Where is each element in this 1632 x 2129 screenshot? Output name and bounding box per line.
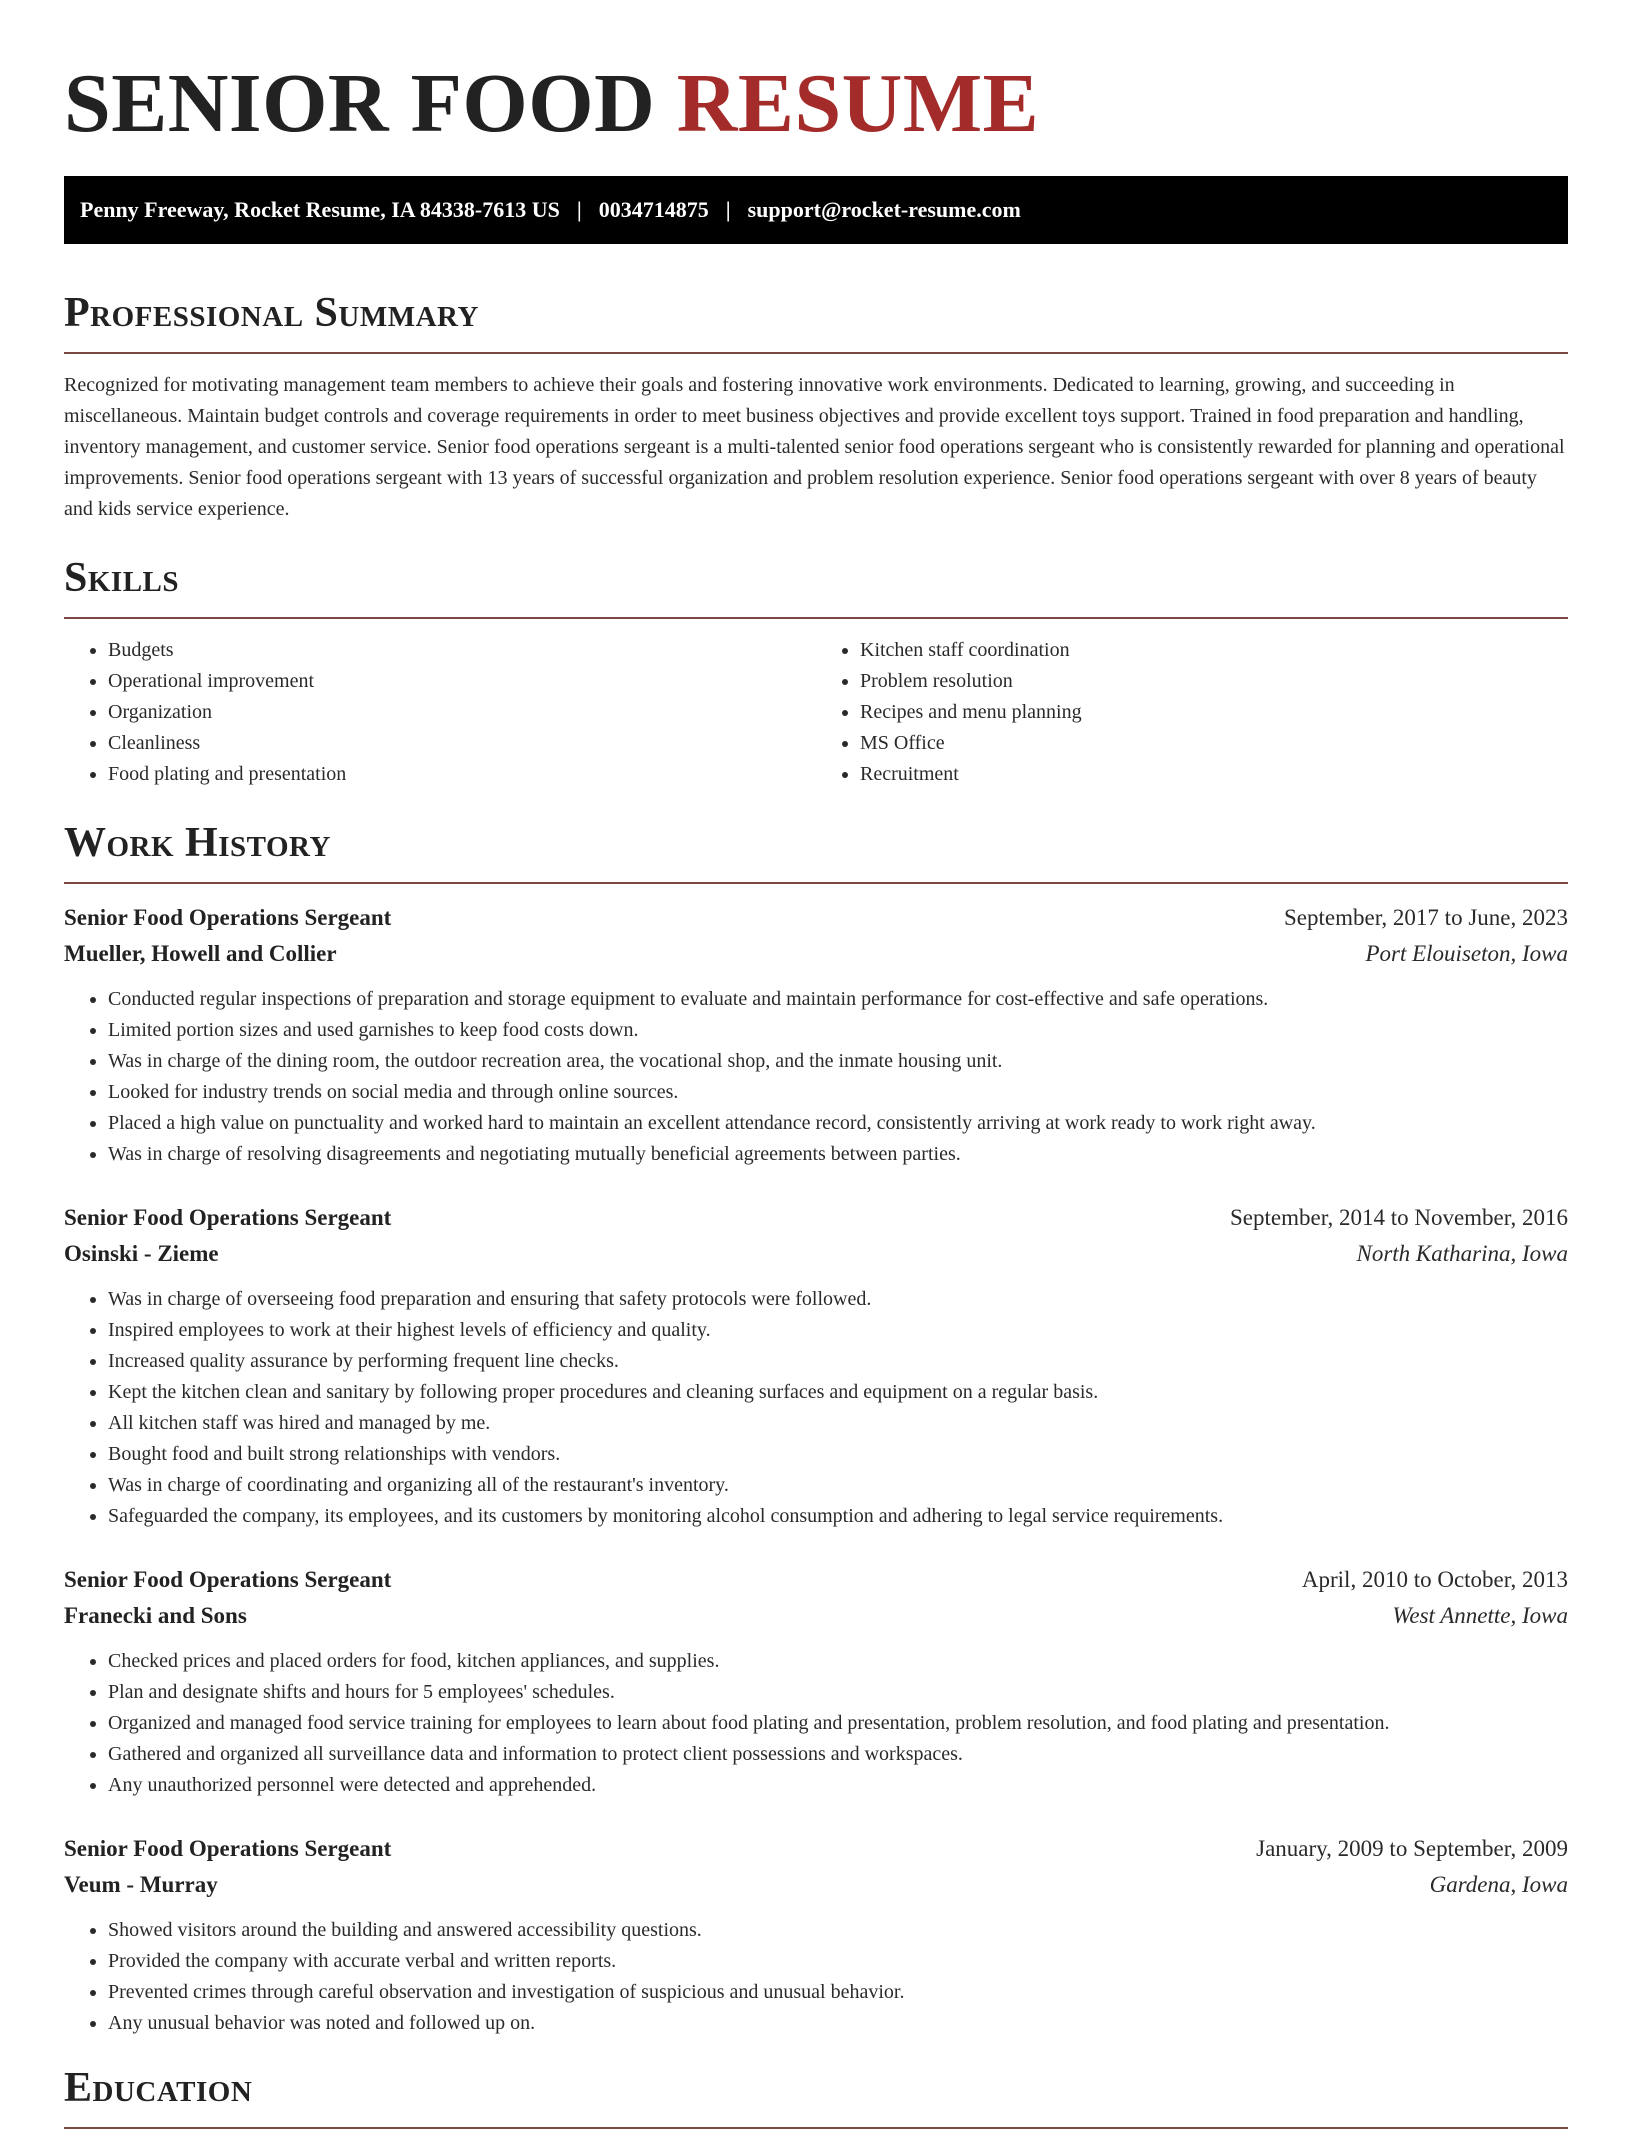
job-company-row xyxy=(64,936,1568,972)
job-company-row xyxy=(64,1598,1568,1634)
job-bullet: • Provided the company with accurate verbal and written reports. xyxy=(108,1946,1568,1977)
job-title: Senior Food Operations Sergeant xyxy=(64,1567,392,1592)
job-entry xyxy=(64,1831,1568,2039)
skill-item: • Cleanliness xyxy=(108,728,816,759)
skill-item: • MS Office xyxy=(860,728,1568,759)
contact-email: support@rocket-resume.com xyxy=(747,197,1021,222)
job-company: Franecki and Sons xyxy=(64,1603,247,1628)
job-title: Senior Food Operations Sergeant xyxy=(64,1836,392,1861)
job-bullet: • Bought food and built strong relationships with vendors. xyxy=(108,1439,1568,1470)
job-company-row xyxy=(64,1236,1568,1272)
job-entry xyxy=(64,1200,1568,1532)
job-bullet: • Any unusual behavior was noted and followed up on. xyxy=(108,2008,1568,2039)
professional-summary-section xyxy=(64,288,1568,525)
job-bullet: • Increased quality assurance by performing frequent line checks. xyxy=(108,1346,1568,1377)
skills-section xyxy=(64,553,1568,790)
job-header-row xyxy=(64,1831,1568,1867)
job-bullet: • Plan and designate shifts and hours for 5 employees' schedules. xyxy=(108,1677,1568,1708)
job-dates: January, 2009 to September, 2009 xyxy=(1256,1836,1568,1861)
job-dates: September, 2017 to June, 2023 xyxy=(1284,905,1568,930)
job-bullet: • Showed visitors around the building and answered accessibility questions. xyxy=(108,1915,1568,1946)
job-bullets xyxy=(64,1915,1568,2039)
title-accent: RESUME xyxy=(676,57,1040,150)
job-bullets xyxy=(64,1646,1568,1801)
job-bullet: • Was in charge of coordinating and organizing all of the restaurant's inventory. xyxy=(108,1470,1568,1501)
job-bullet: • Limited portion sizes and used garnishes to keep food costs down. xyxy=(108,1015,1568,1046)
job-header-row xyxy=(64,1562,1568,1598)
contact-address: Penny Freeway, Rocket Resume, IA 84338-7613 US xyxy=(80,197,560,222)
contact-phone: 0034714875 xyxy=(598,197,709,222)
job-bullet: • Looked for industry trends on social media and through online sources. xyxy=(108,1077,1568,1108)
job-entry xyxy=(64,900,1568,1170)
skill-item: • Recipes and menu planning xyxy=(860,697,1568,728)
work-history-section xyxy=(64,818,1568,2039)
job-bullet: • Checked prices and placed orders for food, kitchen appliances, and supplies. xyxy=(108,1646,1568,1677)
job-dates: September, 2014 to November, 2016 xyxy=(1230,1205,1568,1230)
job-location: Gardena, Iowa xyxy=(1429,1872,1568,1897)
job-company: Osinski - Zieme xyxy=(64,1241,219,1266)
skill-item: • Organization xyxy=(108,697,816,728)
skill-item: • Food plating and presentation xyxy=(108,759,816,790)
job-bullet: • Placed a high value on punctuality and worked hard to maintain an excellent attendance record, consistently arriving at work ready to work right away. xyxy=(108,1108,1568,1139)
skill-item: • Budgets xyxy=(108,635,816,666)
job-location: North Katharina, Iowa xyxy=(1356,1241,1568,1266)
job-bullet: • Conducted regular inspections of preparation and storage equipment to evaluate and maintain performance for cost-effective and safe operations. xyxy=(108,984,1568,1015)
job-location: Port Elouiseton, Iowa xyxy=(1365,941,1568,966)
job-header-row xyxy=(64,1200,1568,1236)
skill-item: • Kitchen staff coordination xyxy=(860,635,1568,666)
job-company: Veum - Murray xyxy=(64,1872,218,1897)
job-bullet: • Safeguarded the company, its employees, and its customers by monitoring alcohol consumption and adhering to legal service requirements. xyxy=(108,1501,1568,1532)
contact-separator: | xyxy=(576,197,582,222)
section-heading-education: Education xyxy=(64,2063,1568,2129)
job-bullet: • Was in charge of overseeing food preparation and ensuring that safety protocols were followed. xyxy=(108,1284,1568,1315)
skills-grid xyxy=(64,635,1568,790)
job-bullet: • All kitchen staff was hired and managed by me. xyxy=(108,1408,1568,1439)
title-main: SENIOR FOOD xyxy=(64,57,656,150)
job-dates: April, 2010 to October, 2013 xyxy=(1301,1567,1568,1592)
job-bullet: • Was in charge of the dining room, the outdoor recreation area, the vocational shop, and the inmate housing unit. xyxy=(108,1046,1568,1077)
job-header-row xyxy=(64,900,1568,936)
section-heading-work-history: Work History xyxy=(64,818,1568,884)
job-bullet: • Organized and managed food service training for employees to learn about food plating and presentation, problem resolution, and food plating and presentation. xyxy=(108,1708,1568,1739)
job-bullets xyxy=(64,984,1568,1170)
skills-list-left xyxy=(64,635,816,790)
education-section xyxy=(64,2063,1568,2129)
job-bullets xyxy=(64,1284,1568,1532)
job-location: West Annette, Iowa xyxy=(1392,1603,1568,1628)
contact-separator: | xyxy=(725,197,731,222)
job-bullet: • Gathered and organized all surveillance data and information to protect client possessions and workspaces. xyxy=(108,1739,1568,1770)
summary-text: Recognized for motivating management team members to achieve their goals and fostering innovative work environments. Dedicated to learning, growing, and succeeding in miscellaneous. Maintain budget controls and coverage requirements in order to meet business objectives and provide excellent toys support. Trained in food preparation and handling, inventory management, and customer service. Senior food operations sergeant is a multi-talented senior food operations sergeant who is consistently rewarded for planning and operational improvements. Senior food operations sergeant with 13 years of successful organization and problem resolution experience. Senior food operations sergeant with over 8 years of beauty and kids service experience. xyxy=(64,374,1565,520)
job-bullet: • Was in charge of resolving disagreements and negotiating mutually beneficial agreements between parties. xyxy=(108,1139,1568,1170)
section-heading-summary: Professional Summary xyxy=(64,288,1568,354)
skill-item: • Problem resolution xyxy=(860,666,1568,697)
job-bullet: • Any unauthorized personnel were detected and apprehended. xyxy=(108,1770,1568,1801)
job-bullet: • Kept the kitchen clean and sanitary by following proper procedures and cleaning surfaces and equipment on a regular basis. xyxy=(108,1377,1568,1408)
skill-item: • Recruitment xyxy=(860,759,1568,790)
job-bullet: • Prevented crimes through careful observation and investigation of suspicious and unusual behavior. xyxy=(108,1977,1568,2008)
job-bullet: • Inspired employees to work at their highest levels of efficiency and quality. xyxy=(108,1315,1568,1346)
skill-item: • Operational improvement xyxy=(108,666,816,697)
resume-title xyxy=(64,0,1568,152)
job-company: Mueller, Howell and Collier xyxy=(64,941,337,966)
contact-bar xyxy=(64,176,1568,244)
job-company-row xyxy=(64,1867,1568,1903)
job-title: Senior Food Operations Sergeant xyxy=(64,905,392,930)
job-entry xyxy=(64,1562,1568,1801)
job-title: Senior Food Operations Sergeant xyxy=(64,1205,392,1230)
skills-list-right xyxy=(816,635,1568,790)
section-heading-skills: Skills xyxy=(64,553,1568,619)
